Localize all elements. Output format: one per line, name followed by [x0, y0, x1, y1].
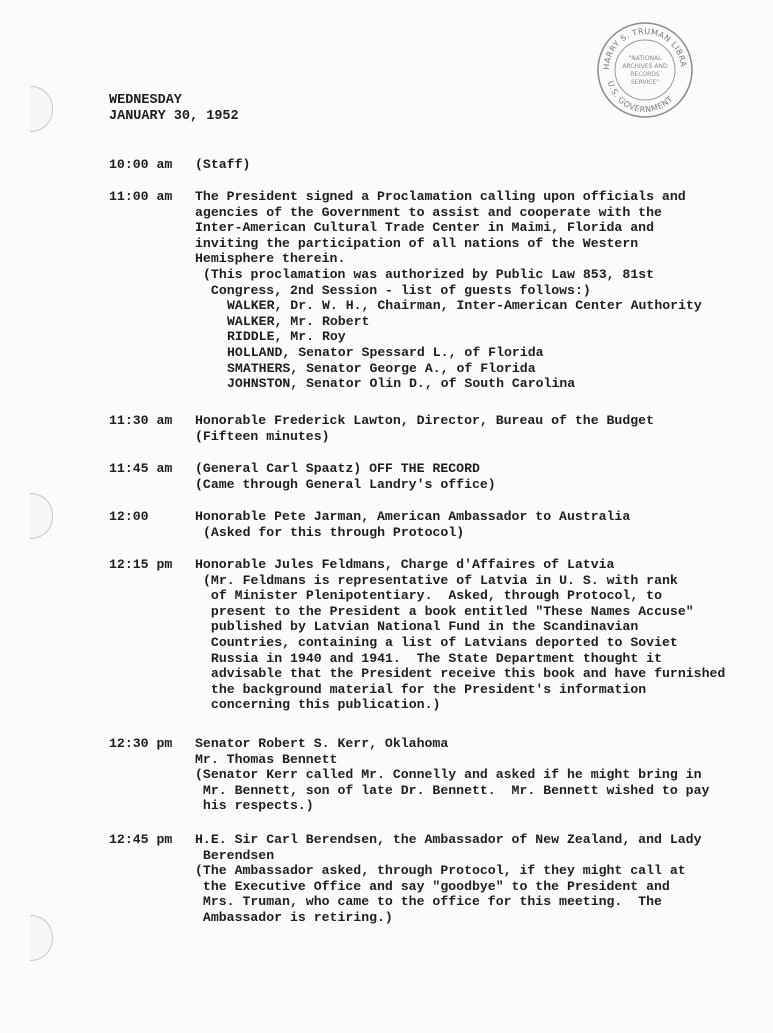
weekday: WEDNESDAY	[109, 93, 182, 108]
stamp-center-line: "NATIONAL	[628, 55, 662, 62]
entry-line: Honorable Jules Feldmans, Charge d'Affaires of Latvia	[195, 557, 615, 572]
entry-line: (Came through General Landry's office)	[195, 476, 496, 492]
entry-time: 12:30 pm	[109, 736, 173, 751]
entry-line: HOLLAND, Senator Spessard L., of Florida	[227, 344, 544, 360]
stamp-bottom-text: U.S. GOVERNMENT	[605, 79, 675, 115]
entry-line: Congress, 2nd Session - list of guests follows:)	[203, 282, 591, 298]
entry-time: 11:00 am	[109, 189, 173, 204]
binder-hole-bottom	[30, 915, 53, 961]
entry-line: (Fifteen minutes)	[195, 428, 330, 444]
entry-line: (General Carl Spaatz) OFF THE RECORD	[195, 461, 480, 476]
entry-line: (Mr. Feldmans is representative of Latvia in U. S. with rank	[203, 572, 678, 588]
entry-line: Berendsen	[195, 847, 275, 863]
entry-line: (The Ambassador asked, through Protocol, if they might call at	[195, 863, 686, 879]
entry-line: Mr. Thomas Bennett	[195, 751, 338, 767]
stamp-center-line: RECORDS	[630, 71, 660, 78]
entry-line: Hemisphere therein.	[195, 251, 346, 267]
entry-line: H.E. Sir Carl Berendsen, the Ambassador of New Zealand, and Lady	[195, 832, 702, 847]
entry-line: Senator Robert S. Kerr, Oklahoma	[195, 736, 449, 751]
entry-line: of Minister Plenipotentiary. Asked, through Protocol, to	[203, 588, 662, 604]
entry-body	[195, 461, 755, 492]
entry-line: WALKER, Dr. W. H., Chairman, Inter-American Center Authority	[227, 298, 702, 314]
binder-hole-top	[30, 86, 53, 132]
entry-body	[195, 557, 755, 713]
entry-line: JOHNSTON, Senator Olin D., of South Carolina	[227, 376, 576, 392]
entry-line: (This proclamation was authorized by Public Law 853, 81st	[203, 266, 655, 282]
archive-stamp	[595, 20, 695, 120]
entry-line: Ambassador is retiring.)	[195, 909, 393, 925]
entry-line: WALKER, Mr. Robert	[227, 313, 370, 329]
entry-line: Honorable Frederick Lawton, Director, Bureau of the Budget	[195, 413, 654, 428]
entry-line: the background material for the President's information	[203, 681, 647, 697]
entry-line: present to the President a book entitled "These Names Accuse"	[203, 603, 694, 619]
stamp-center-line: ARCHIVES AND	[622, 63, 668, 70]
entry-line: Russia in 1940 and 1941. The State Department thought it	[203, 650, 662, 666]
entry-body	[195, 189, 755, 392]
entry-time: 11:30 am	[109, 413, 173, 428]
entry-body	[195, 832, 755, 926]
entry-line: inviting the participation of all nations of the Western	[195, 235, 639, 251]
entry-body	[195, 157, 755, 173]
entry-time: 12:15 pm	[109, 557, 173, 572]
entry-time: 10:00 am	[109, 157, 173, 172]
entry-time: 11:45 am	[109, 461, 173, 476]
entry-line: (Staff)	[195, 157, 251, 172]
stamp-center-line: SERVICE"	[630, 79, 660, 86]
entry-body	[195, 736, 755, 814]
entry-line: Mrs. Truman, who came to the office for this meeting. The	[195, 894, 662, 910]
entry-body	[195, 413, 755, 444]
entry-line: Honorable Pete Jarman, American Ambassador to Australia	[195, 509, 631, 524]
entry-line: (Senator Kerr called Mr. Connelly and asked if he might bring in	[195, 767, 702, 783]
entry-line: agencies of the Government to assist and cooperate with the	[195, 204, 662, 220]
entry-time: 12:00	[109, 509, 149, 524]
entry-line: (Asked for this through Protocol)	[203, 524, 465, 540]
stamp-ring-text: HARRY S. TRUMAN LIBRA	[601, 26, 688, 71]
date: JANUARY 30, 1952	[109, 109, 239, 124]
entry-line: RIDDLE, Mr. Roy	[227, 329, 346, 345]
entry-body	[195, 509, 755, 540]
entry-line: his respects.)	[195, 798, 314, 814]
entry-line: Inter-American Cultural Trade Center in Maimi, Florida and	[195, 220, 654, 236]
entry-time: 12:45 pm	[109, 832, 173, 847]
entry-line: concerning this publication.)	[203, 697, 441, 713]
entry-line: advisable that the President receive this book and have furnished	[203, 666, 726, 682]
entry-line: Countries, containing a list of Latvians deported to Soviet	[203, 634, 678, 650]
entry-line: published by Latvian National Fund in the Scandinavian	[203, 619, 639, 635]
binder-hole-middle	[30, 493, 53, 539]
date-header	[109, 93, 239, 125]
entry-line: The President signed a Proclamation calling upon officials and	[195, 189, 686, 204]
entry-line: the Executive Office and say "goodbye" to the President and	[195, 878, 670, 894]
entry-line: Mr. Bennett, son of late Dr. Bennett. Mr. Bennett wished to pay	[195, 782, 710, 798]
entry-line: SMATHERS, Senator George A., of Florida	[227, 360, 536, 376]
